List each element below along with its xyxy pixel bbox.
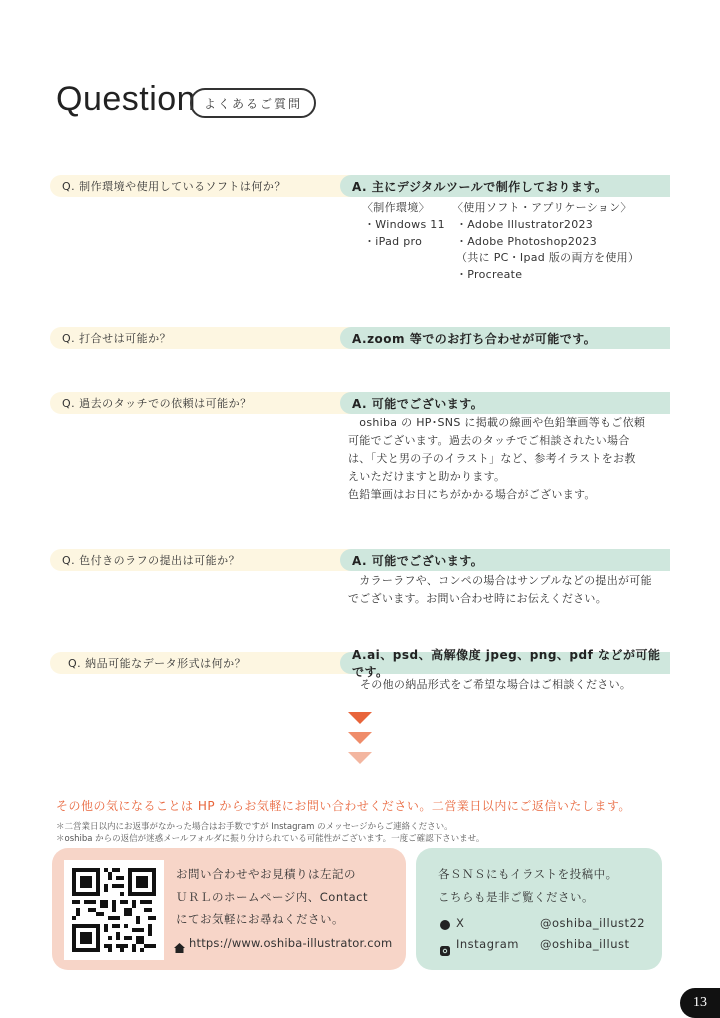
website-link[interactable]: https://www.oshiba-illustrator.com: [189, 936, 393, 950]
answer-3-line: 可能でございます。過去のタッチでご相談されたい場合: [348, 434, 630, 447]
answer-3-line: 色鉛筆画はお日にちがかかる場合がございます。: [348, 488, 596, 501]
sns-line: こちらも是非ご覧ください。: [438, 890, 594, 904]
sns-handle-x[interactable]: @oshiba_illust22: [540, 916, 646, 930]
soft-item: ・Adobe Illustrator2023: [456, 218, 594, 231]
soft-item: （共に PC・Ipad 版の両方を使用）: [456, 251, 640, 264]
qr-code[interactable]: [64, 860, 164, 960]
home-icon: [174, 938, 185, 948]
instagram-icon: [440, 941, 450, 951]
down-arrow-icon: [348, 732, 372, 744]
page-title: Question: [56, 80, 197, 118]
contact-line: お問い合わせやお見積りは左記の: [176, 867, 356, 881]
down-arrow-icon: [348, 752, 372, 764]
answer-4-line: カラーラフや、コンペの場合はサンプルなどの提出が可能: [348, 574, 652, 587]
answer-4: A. 可能でございます。: [340, 549, 670, 571]
sns-name-x: X: [456, 916, 465, 930]
answer-2: A.zoom 等でのお打ち合わせが可能です。: [340, 327, 670, 349]
question-3: Q. 過去のタッチでの依頼は可能か？: [50, 392, 370, 414]
answer-3: A. 可能でございます。: [340, 392, 670, 414]
page-number: 13: [680, 988, 720, 1018]
env-item: ・iPad pro: [364, 235, 423, 248]
sns-line: 各ＳＮＳにもイラストを投稿中。: [438, 867, 618, 881]
answer-3-line: oshiba の HP･SNS に掲載の線画や色鉛筆画等もご依頼: [348, 416, 646, 429]
contact-line: ＵＲＬのホームページ内、Contact: [176, 890, 369, 904]
contact-note: その他の気になることは HP からお気軽にお問い合わせください。二営業日以内にご返信いたします。: [56, 799, 631, 813]
question-5: Q. 納品可能なデータ形式は何か？: [50, 652, 470, 674]
env-item: ・Windows 11: [364, 218, 445, 231]
answer-5-line: その他の納品形式をご希望な場合はご相談ください。: [360, 678, 632, 691]
answer-4-line: でございます。お問い合わせ時にお伝えください。: [348, 592, 608, 605]
env-title: 〈制作環境〉: [362, 201, 430, 214]
answer-1: A. 主にデジタルツールで制作しております。: [340, 175, 670, 197]
soft-item: ・Adobe Photoshop2023: [456, 235, 598, 248]
soft-item: ・Procreate: [456, 268, 523, 281]
question-2: Q. 打合せは可能か？: [50, 327, 370, 349]
question-1: Q. 制作環境や使用しているソフトは何か？: [50, 175, 370, 197]
sns-name-instagram: Instagram: [456, 937, 520, 951]
answer-3-line: は、「犬と男の子のイラスト」など、参考イラストをお教: [348, 452, 636, 465]
soft-title: 〈使用ソフト・アプリケーション〉: [452, 201, 632, 214]
down-arrow-icon: [348, 712, 372, 724]
sns-handle-instagram[interactable]: @oshiba_illust: [540, 937, 630, 951]
question-4: Q. 色付きのラフの提出は可能か？: [50, 549, 370, 571]
x-icon: [440, 920, 450, 930]
answer-5: A.ai、psd、高解像度 jpeg、png、pdf などが可能です。: [340, 652, 670, 674]
answer-3-line: えいただけますと助かります。: [348, 470, 506, 483]
note-sub-2: ＊oshiba からの返信が迷惑メールフォルダに振り分けられている可能性がございます。一度ご確認下さいませ。: [56, 834, 485, 844]
note-sub-1: ＊二営業日以内にお返事がなかった場合はお手数ですが Instagram のメッセージからご連絡ください。: [56, 822, 453, 832]
page-subtitle: よくあるご質問: [190, 88, 316, 118]
contact-line: にてお気軽にお尋ねください。: [176, 912, 344, 926]
